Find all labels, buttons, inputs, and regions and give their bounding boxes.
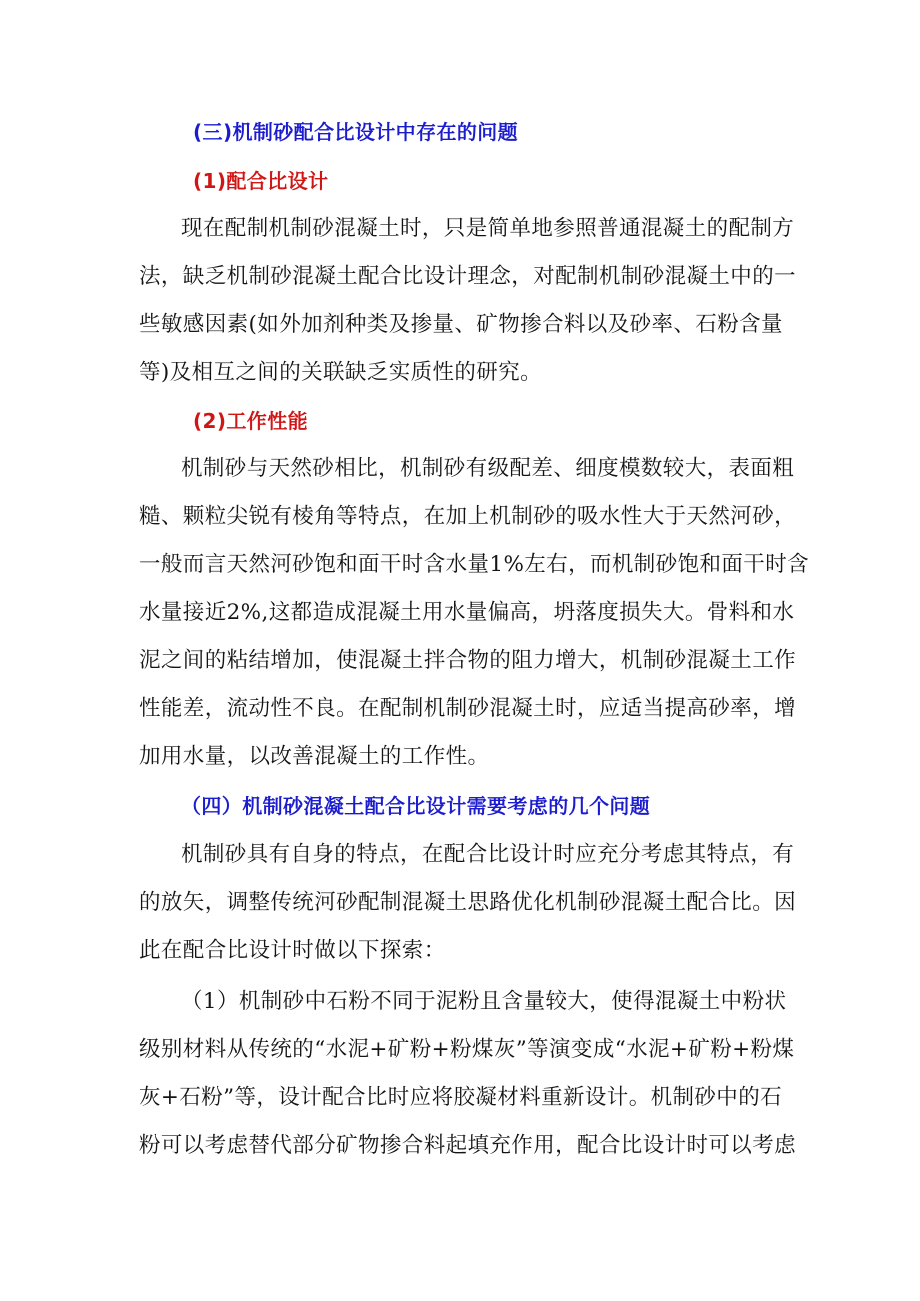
paragraph-line: 灰+石粉”等，设计配合比时应将胶凝材料重新设计。机制砂中的石 <box>139 1085 783 1110</box>
paragraph-line: 级别材料从传统的“水泥+矿粉+粉煤灰”等演变成“水泥+矿粉+粉煤 <box>139 1037 795 1062</box>
paragraph-line: 粉可以考虑替代部分矿物掺合料起填充作用，配合比设计时可以考虑 <box>139 1133 797 1158</box>
paragraph-line: 泥之间的粘结增加，使混凝土拌合物的阻力增大，机制砂混凝土工作 <box>139 648 797 673</box>
paragraph-line: 机制砂与天然砂相比，机制砂有级配差、细度模数较大，表面粗 <box>181 456 795 481</box>
paragraph-line: 些敏感因素(如外加剂种类及掺量、矿物掺合料以及砂率、石粉含量 <box>139 312 783 337</box>
paragraph-line: 现在配制机制砂混凝土时，只是简单地参照普通混凝土的配制方 <box>181 216 795 241</box>
paragraph-line: 此在配合比设计时做以下探索： <box>139 938 446 963</box>
paragraph-line: 机制砂具有自身的特点，在配合比设计时应充分考虑其特点，有 <box>181 842 795 867</box>
section-4-heading: （四）机制砂混凝土配合比设计需要考虑的几个问题 <box>181 794 651 818</box>
paragraph-line: 一般而言天然河砂饱和面干时含水量1%左右，而机制砂饱和面干时含 <box>139 552 810 577</box>
subsection-1-heading: (1)配合比设计 <box>193 169 329 193</box>
paragraph-line: 的放矢，调整传统河砂配制混凝土思路优化机制砂混凝土配合比。因 <box>139 890 797 915</box>
paragraph-line: 法，缺乏机制砂混凝土配合比设计理念，对配制机制砂混凝土中的一 <box>139 264 797 289</box>
subsection-2-heading: (2)工作性能 <box>193 409 308 433</box>
paragraph-line: 等)及相互之间的关联缺乏实质性的研究。 <box>139 360 542 385</box>
paragraph-line: 糙、颗粒尖锐有棱角等特点，在加上机制砂的吸水性大于天然河砂， <box>139 504 797 529</box>
paragraph-line: （1）机制砂中石粉不同于泥粉且含量较大，使得混凝土中粉状 <box>181 989 787 1014</box>
paragraph-line: 性能差，流动性不良。在配制机制砂混凝土时，应适当提高砂率，增 <box>139 696 797 721</box>
paragraph-line: 水量接近2%,这都造成混凝土用水量偏高，坍落度损失大。骨料和水 <box>139 600 795 625</box>
section-3-heading: (三)机制砂配合比设计中存在的问题 <box>193 120 519 144</box>
paragraph-line: 加用水量，以改善混凝土的工作性。 <box>139 744 490 769</box>
